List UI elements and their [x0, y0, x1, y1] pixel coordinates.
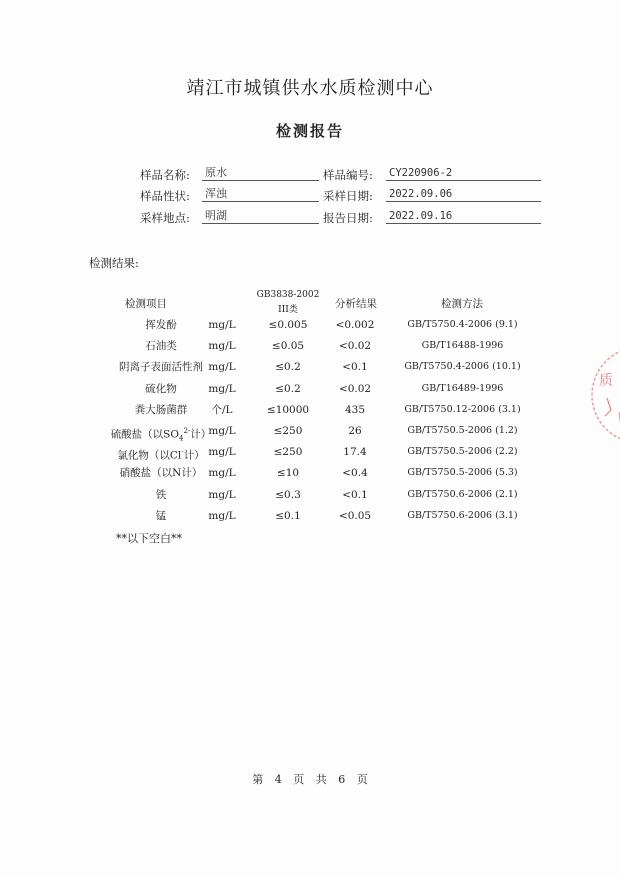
row-method: GB/T5750.4-2006 (10.1) — [404, 361, 521, 373]
row-result: <0.02 — [338, 382, 372, 395]
row-standard: ≤0.2 — [275, 361, 301, 374]
table-row — [0, 424, 620, 445]
header-item: 检测项目 — [125, 298, 167, 310]
row-unit: mg/L — [208, 382, 236, 395]
row-standard: ≤250 — [273, 446, 303, 459]
row-result: <0.02 — [338, 340, 372, 353]
row-method: GB/T16488-1996 — [421, 340, 504, 352]
row-standard: ≤10 — [276, 467, 300, 480]
sampling-date-value: 2022.09.06 — [386, 187, 541, 202]
results-label: 检测结果: — [89, 256, 139, 270]
sample-name-label: 样品名称: — [140, 168, 190, 182]
header-standard-line1: GB3838-2002 — [256, 290, 320, 300]
row-result: <0.1 — [342, 361, 368, 374]
header-standard-line2: III类 — [278, 305, 298, 315]
row-item-name: 氯化物（以Cl-计） — [117, 448, 205, 462]
row-standard: ≤0.005 — [268, 319, 308, 331]
sampling-location-value: 明湖 — [202, 209, 319, 224]
table-row — [0, 360, 620, 381]
row-item-name: 锰 — [155, 509, 167, 522]
sample-name-value: 原水 — [202, 166, 319, 181]
row-item-name: 硫酸盐（以$SO_4^{2-}$计） — [110, 427, 212, 443]
row-result: 26 — [348, 425, 362, 437]
row-result: <0.002 — [335, 319, 375, 331]
table-row — [0, 445, 620, 466]
sample-code-label: 样品编号: — [323, 168, 373, 182]
seal-stamp — [585, 340, 620, 450]
row-item-name: 铁 — [155, 488, 167, 501]
table-row — [0, 318, 620, 339]
header-method: 检测方法 — [441, 298, 483, 310]
sample-property-label: 样品性状: — [140, 189, 190, 203]
org-title: 靖江市城镇供水水质检测中心 — [186, 78, 434, 99]
svg-text:质: 质 — [599, 373, 613, 389]
row-method: GB/T5750.5-2006 (5.3) — [407, 467, 518, 479]
row-result: <0.1 — [342, 488, 368, 501]
report-date-label: 报告日期: — [323, 211, 373, 225]
row-item-name: 硫化物 — [145, 382, 177, 395]
row-method: GB/T5750.6-2006 (3.1) — [407, 509, 518, 521]
row-result: <0.05 — [338, 509, 372, 522]
page-footer: 第 4 页 共 6 页 — [252, 773, 368, 786]
row-standard: ≤0.3 — [275, 488, 301, 501]
row-unit: 个/L — [211, 403, 233, 416]
sample-code-value: CY220906-2 — [386, 166, 541, 181]
row-result: 435 — [344, 403, 366, 416]
sampling-date-label: 采样日期: — [323, 189, 373, 203]
table-row — [0, 403, 620, 424]
row-unit: mg/L — [208, 446, 236, 459]
row-unit: mg/L — [208, 488, 236, 501]
table-row — [0, 382, 620, 403]
row-unit: mg/L — [208, 467, 236, 480]
row-result: <0.4 — [342, 467, 368, 480]
sampling-location-label: 采样地点: — [140, 211, 190, 225]
row-unit: mg/L — [208, 509, 236, 522]
report-title: 检测报告 — [275, 122, 344, 140]
row-method: GB/T5750.12-2006 (3.1) — [404, 403, 521, 415]
row-item-name: 阴离子表面活性剂 — [119, 361, 203, 374]
sample-property-value: 浑浊 — [202, 187, 319, 202]
row-unit: mg/L — [208, 319, 236, 331]
row-standard: ≤0.05 — [271, 340, 305, 353]
row-item-name: 粪大肠菌群 — [134, 403, 188, 416]
row-item-name: 挥发酚 — [145, 319, 177, 331]
row-standard: ≤0.1 — [275, 509, 301, 522]
row-method: GB/T16489-1996 — [421, 382, 504, 394]
row-method: GB/T5750.4-2006 (9.1) — [407, 319, 518, 330]
row-method: GB/T5750.5-2006 (2.2) — [407, 446, 518, 458]
end-note: **以下空白** — [116, 532, 182, 545]
row-standard: ≤10000 — [266, 403, 310, 416]
row-standard: ≤0.2 — [275, 382, 301, 395]
row-method: GB/T5750.6-2006 (2.1) — [407, 488, 518, 500]
row-result: 17.4 — [343, 446, 367, 459]
report-date-value: 2022.09.16 — [386, 209, 541, 224]
table-row — [0, 488, 620, 509]
table-row — [0, 339, 620, 360]
row-item-name: 硝酸盐（以N计） — [119, 467, 203, 480]
table-row — [0, 466, 620, 487]
row-item-name: 石油类 — [145, 340, 177, 353]
row-unit: mg/L — [208, 361, 236, 374]
row-unit: mg/L — [208, 340, 236, 353]
header-result: 分析结果 — [335, 298, 377, 310]
table-row — [0, 509, 620, 530]
row-standard: ≤250 — [273, 425, 303, 437]
row-method: GB/T5750.5-2006 (1.2) — [407, 425, 518, 436]
row-unit: mg/L — [208, 425, 236, 437]
